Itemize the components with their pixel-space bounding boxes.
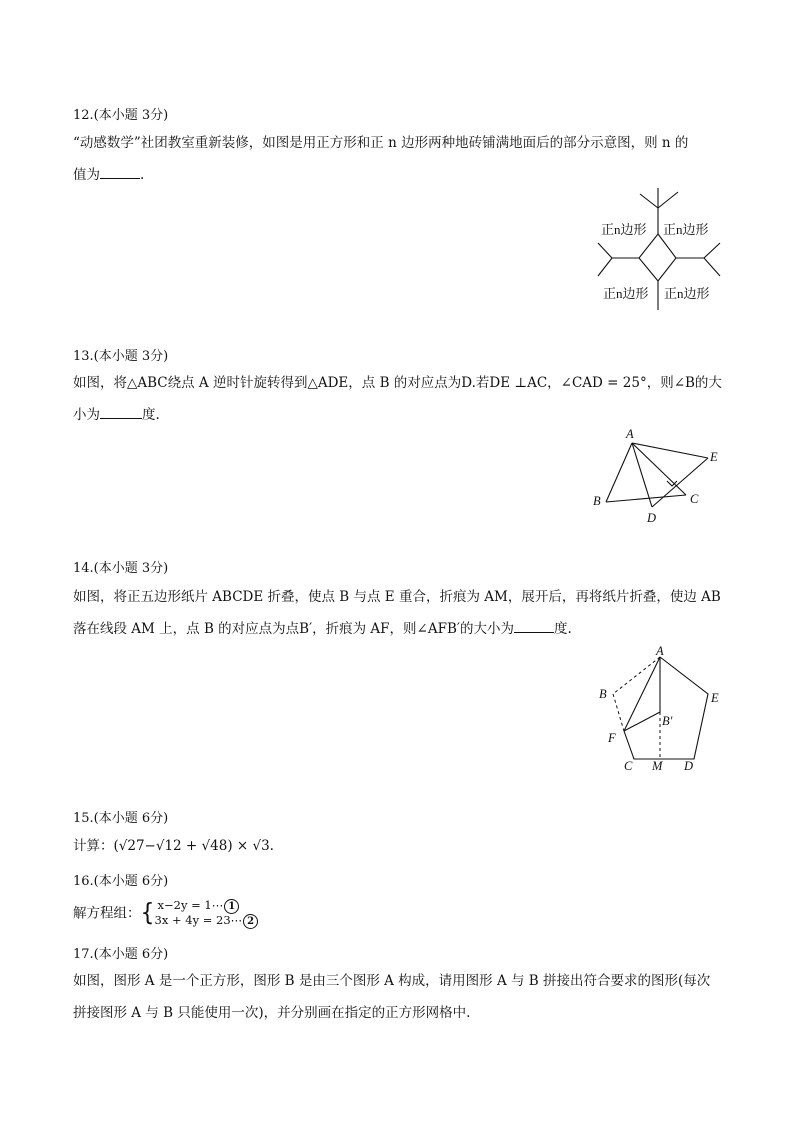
q16-header: 16.(本小题 6分): [73, 874, 169, 889]
q13-edge-DE: [652, 458, 708, 507]
q12-center-square: [639, 234, 676, 281]
q12-label-bottom-right: 正n边形: [664, 286, 710, 301]
q16-text: [73, 899, 258, 929]
q12-edge-top-left: [640, 194, 658, 208]
q13-header: 13.(本小题 3分): [73, 349, 169, 364]
q14-edge-AF: [624, 657, 660, 731]
q14-text-line1: 如图，将正五边形纸片 ABCDE 折叠，使点 B 与点 E 重合，折痕为 AM，展开后，再将纸片折叠，使边 AB: [73, 589, 721, 605]
q12-edge-left-down: [598, 258, 612, 276]
q16-eq1: x−2y = 1⋯: [157, 898, 224, 912]
q12-edge-top-right: [658, 192, 678, 208]
q14-dashed-AB: [613, 657, 660, 694]
q15-text: [73, 836, 274, 856]
q14-answer-blank: [514, 620, 554, 633]
q12-text-prefix: 值为: [73, 167, 100, 183]
q13-answer-blank: [100, 406, 142, 419]
q14-label-E: E: [711, 691, 719, 705]
q14-edge-FB-prime: [624, 712, 660, 731]
q13-edge-AB: [606, 443, 632, 502]
q12-edge-right-down: [704, 258, 720, 276]
q15-expression: (√27−√12 + √48) × √3.: [113, 838, 274, 854]
q14-header: 14.(本小题 3分): [73, 561, 169, 576]
q12-text-suffix: .: [140, 167, 145, 183]
q17-text-line1: 如图，图形 A 是一个正方形，图形 B 是由三个图形 A 构成，请用图形 A 与 B 拼接出符合要求的图形(每次: [73, 973, 711, 989]
q14-label-C: C: [624, 759, 633, 773]
q12-text-line1: “动感数学”社团教室重新装修，如图是用正方形和正 n 边形两种地砖铺满地面后的部分示意图，则 n 的: [73, 135, 689, 151]
q14-label-B-prime: B′: [662, 714, 673, 728]
q12-tiling-figure: [596, 188, 726, 314]
q16-brace: {: [140, 899, 155, 928]
q13-edge-BC: [606, 495, 686, 502]
q14-label-A: A: [656, 644, 664, 658]
q16-mark-2: 2: [243, 914, 258, 929]
q13-label-D: D: [647, 511, 657, 525]
q13-triangle-figure: [588, 425, 728, 525]
q12-label-top-right: 正n边形: [663, 222, 709, 237]
q14-text-prefix: 落在线段 AM 上，点 B 的对应点为点B′，折痕为 AF，则∠AFB′的大小为: [73, 621, 514, 637]
q12-edge-left-up: [598, 243, 612, 258]
q12-answer-blank: [100, 166, 140, 179]
q15-prefix: 计算：: [73, 838, 114, 854]
q14-label-M: M: [652, 759, 663, 773]
q12-header: 12.(本小题 3分): [73, 108, 169, 123]
q16-equation-system: [155, 899, 259, 929]
q12-label-bottom-left: 正n边形: [603, 286, 649, 301]
q13-label-A: A: [626, 427, 634, 441]
q13-label-B: B: [593, 494, 601, 508]
q13-text-suffix: 度.: [142, 407, 160, 423]
q16-prefix: 解方程组：: [73, 905, 141, 922]
q14-label-B: B: [599, 687, 607, 701]
q12-text-line2: [73, 165, 144, 185]
q12-label-top-left: 正n边形: [601, 222, 647, 237]
q13-label-E: E: [710, 450, 718, 464]
q14-text-line2: [73, 619, 572, 639]
q13-text-line1: 如图，将△ABC绕点 A 逆时针旋转得到△ADE，点 B 的对应点为D.若DE ⊥AC，∠CAD = 25°，则∠B的大: [73, 375, 722, 391]
q13-text-prefix: 小为: [73, 407, 100, 423]
q16-mark-1: 1: [224, 899, 239, 914]
q14-label-D: D: [684, 759, 694, 773]
q14-pentagon-edges: [624, 657, 708, 759]
q13-label-C: C: [690, 492, 699, 506]
q14-label-F: F: [608, 731, 616, 745]
q12-edge-right-up: [704, 243, 720, 258]
q17-text-line2: 拼接图形 A 与 B 只能使用一次)，并分别画在指定的正方形网格中.: [73, 1005, 471, 1021]
q15-header: 15.(本小题 6分): [73, 811, 169, 826]
q13-edge-AE: [632, 443, 708, 458]
q14-text-suffix: 度.: [553, 621, 572, 637]
q16-eq2: 3x + 4y = 23⋯: [154, 913, 243, 927]
q13-text-line2: [73, 405, 160, 425]
q14-pentagon-figure: [590, 644, 730, 776]
q14-dashed-BF: [613, 694, 624, 731]
q17-header: 17.(本小题 6分): [73, 947, 169, 962]
